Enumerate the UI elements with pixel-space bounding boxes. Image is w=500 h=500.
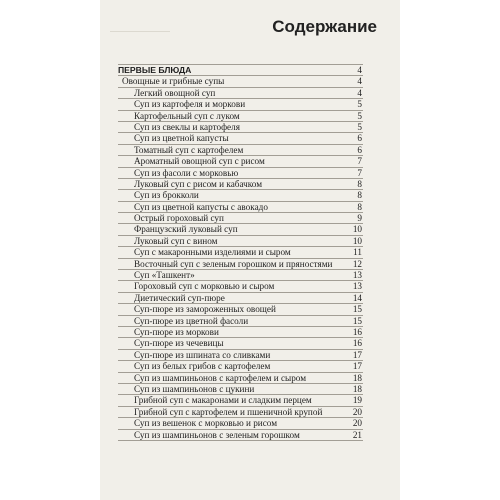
toc-entry-title: Овощные и грибные супы xyxy=(122,76,225,87)
table-of-contents xyxy=(118,56,363,441)
toc-entry xyxy=(118,395,363,406)
toc-entry-title: Суп из белых грибов с картофелем xyxy=(134,361,271,372)
toc-entry xyxy=(118,76,363,87)
toc-entry xyxy=(118,202,363,213)
toc-entry-page-number: 13 xyxy=(352,281,362,292)
toc-entry-page-number: 8 xyxy=(357,178,362,189)
toc-entry xyxy=(118,99,363,110)
toc-entry-title: Суп-пюре из цветной фасоли xyxy=(134,315,249,326)
toc-entry-title: Суп из картофеля и моркови xyxy=(134,99,246,110)
toc-entry xyxy=(118,236,363,247)
toc-entry-title: Суп-пюре из замороженных овощей xyxy=(134,304,276,315)
toc-entry xyxy=(118,145,363,156)
toc-entry-title: Грибной суп с макаронами и сладким перцем xyxy=(134,395,312,406)
toc-entry xyxy=(118,316,363,327)
toc-entry xyxy=(118,373,363,384)
toc-entry xyxy=(118,338,363,349)
toc-entry-title: Суп из брокколи xyxy=(134,190,199,201)
toc-entry-title: Грибной суп с картофелем и пшеничной крупой xyxy=(134,406,323,417)
toc-entry-title: Томатный суп с картофелем xyxy=(134,144,244,155)
toc-entry xyxy=(118,213,363,224)
toc-entry-page-number: 15 xyxy=(352,315,362,326)
toc-entry-page-number: 7 xyxy=(357,156,362,167)
toc-entry xyxy=(118,224,363,235)
toc-entry-page-number: 4 xyxy=(357,87,362,98)
toc-entry xyxy=(118,384,363,395)
toc-entry-page-number: 20 xyxy=(352,406,362,417)
toc-entry-title: Гороховый суп с морковью и сыром xyxy=(134,281,275,292)
toc-entry xyxy=(118,281,363,292)
toc-entry xyxy=(118,304,363,315)
toc-entry-page-number: 14 xyxy=(352,292,362,303)
toc-entry-page-number: 17 xyxy=(352,349,362,360)
toc-entry xyxy=(118,259,363,270)
toc-entry-title: Легкий овощной суп xyxy=(134,87,216,98)
toc-entry-title: Суп из шампиньонов с картофелем и сыром xyxy=(134,372,307,383)
toc-entry-page-number: 5 xyxy=(357,99,362,110)
toc-entry xyxy=(118,293,363,304)
toc-entry-title: Суп из фасоли с морковью xyxy=(134,167,239,178)
toc-entry-title: Суп из цветной капусты с авокадо xyxy=(134,201,268,212)
toc-entry xyxy=(118,88,363,99)
toc-entry-page-number: 7 xyxy=(357,167,362,178)
toc-entry xyxy=(118,418,363,429)
toc-entry-title: Диетический суп-пюре xyxy=(134,292,225,303)
toc-entry-title: Суп из цветной капусты xyxy=(134,133,229,144)
toc-entry xyxy=(118,270,363,281)
toc-entry-title: Суп-пюре из шпината со сливками xyxy=(134,349,271,360)
toc-entry-page-number: 5 xyxy=(357,110,362,121)
toc-entry xyxy=(118,361,363,372)
toc-entry-title: Суп из свеклы и картофеля xyxy=(134,121,240,132)
toc-entry-title: Суп из шампиньонов с зеленым горошком xyxy=(134,429,300,440)
toc-entry xyxy=(118,179,363,190)
toc-entry-title: Суп из шампиньонов с цукини xyxy=(134,383,255,394)
toc-entry-title: Луковый суп с рисом и кабачком xyxy=(134,178,263,189)
toc-entry-title: ПЕРВЫЕ БЛЮДА xyxy=(118,65,192,75)
toc-entry-page-number: 16 xyxy=(352,326,362,337)
toc-top-rule xyxy=(118,56,363,65)
toc-entry xyxy=(118,111,363,122)
toc-entry-page-number: 12 xyxy=(352,258,362,269)
toc-entry xyxy=(118,156,363,167)
toc-entry xyxy=(118,190,363,201)
toc-entry-page-number: 8 xyxy=(357,201,362,212)
toc-entry-page-number: 18 xyxy=(352,383,362,394)
toc-entry-page-number: 19 xyxy=(352,395,362,406)
toc-entry xyxy=(118,327,363,338)
toc-entry-title: Суп-пюре из чечевицы xyxy=(134,338,224,349)
toc-entry xyxy=(118,65,363,76)
toc-entry xyxy=(118,168,363,179)
toc-entry xyxy=(118,247,363,258)
toc-entry-title: Суп «Ташкент» xyxy=(134,270,195,281)
toc-entry xyxy=(118,407,363,418)
toc-entry-title: Картофельный суп с луком xyxy=(134,110,240,121)
toc-entry xyxy=(118,133,363,144)
toc-entry-page-number: 10 xyxy=(352,224,362,235)
toc-entry-title: Суп из вешенок с морковью и рисом xyxy=(134,418,278,429)
toc-entry-title: Суп с макаронными изделиями и сыром xyxy=(134,247,291,258)
toc-entry xyxy=(118,430,363,441)
toc-entry-page-number: 5 xyxy=(357,121,362,132)
toc-entry-title: Острый гороховый суп xyxy=(134,213,224,224)
page-title: Содержание xyxy=(272,17,377,36)
toc-entry-page-number: 15 xyxy=(352,304,362,315)
toc-entry-page-number: 21 xyxy=(352,429,362,440)
toc-entry-page-number: 4 xyxy=(357,76,362,87)
toc-entry-page-number: 13 xyxy=(352,270,362,281)
toc-entry-page-number: 11 xyxy=(353,247,362,258)
toc-entry-page-number: 4 xyxy=(357,65,362,75)
toc-entry-page-number: 16 xyxy=(352,338,362,349)
toc-entry-page-number: 6 xyxy=(357,133,362,144)
toc-entry-title: Суп-пюре из моркови xyxy=(134,326,219,337)
toc-entry-page-number: 6 xyxy=(357,144,362,155)
toc-entry-title: Французский луковый суп xyxy=(134,224,238,235)
toc-entry-page-number: 17 xyxy=(352,361,362,372)
toc-entry-page-number: 8 xyxy=(357,190,362,201)
toc-entry-page-number: 18 xyxy=(352,372,362,383)
toc-entry-page-number: 10 xyxy=(352,235,362,246)
toc-entry xyxy=(118,122,363,133)
toc-entry-title: Восточный суп с зеленым горошком и пряностями xyxy=(134,258,333,269)
toc-entry-title: Луковый суп с вином xyxy=(134,235,218,246)
toc-entry-page-number: 20 xyxy=(352,418,362,429)
faint-header-rule xyxy=(110,31,170,32)
toc-entry-title: Ароматный овощной суп с рисом xyxy=(134,156,265,167)
toc-entry-page-number: 9 xyxy=(357,213,362,224)
toc-entry xyxy=(118,350,363,361)
